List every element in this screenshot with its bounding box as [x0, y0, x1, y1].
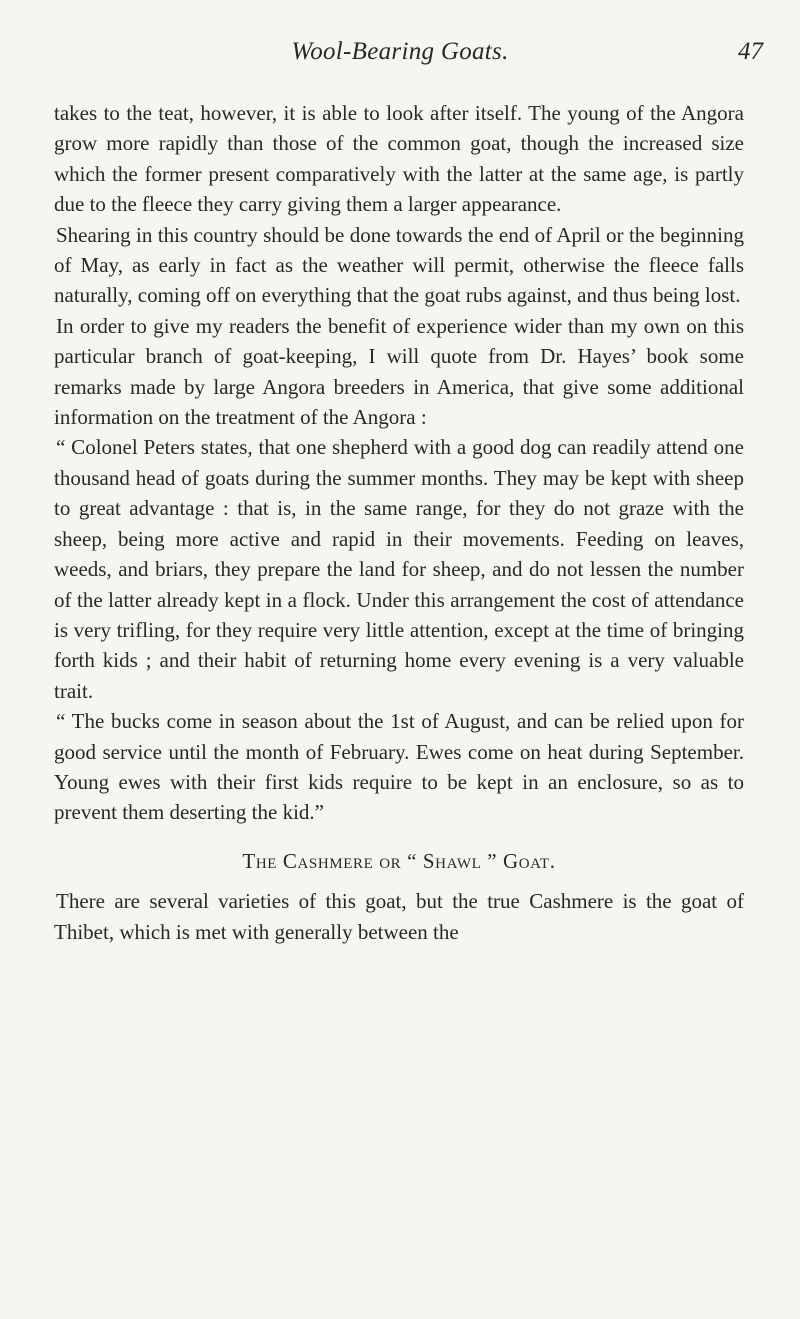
page-number: 47 [738, 38, 763, 65]
closing-paragraph: There are several varieties of this goat, but the true Cashmere is the goat of Thibet, which is met with generally between the [54, 889, 744, 944]
section-heading: The Cashmere or “ Shawl ” Goat. [242, 848, 556, 873]
paragraph-3: In order to give my readers the benefit of experience wider than my own on this particular branch of goat-keeping, I will quote from Dr. Hayes’ book some remarks made by large Angora breeders in America, that give some additional information on the treatment of the Angora : [54, 313, 744, 430]
running-title: Wool-Bearing Goats. [291, 38, 509, 65]
paragraph-2: Shearing in this country should be done towards the end of April or the beginning of May, as early in fact as the weather will permit, otherwise the fleece falls naturally, coming off on everything that the goat rubs against, and thus being lost. [54, 222, 744, 308]
running-head [0, 38, 800, 74]
paragraph-1: takes to the teat, however, it is able to look after itself. The young of the Angora grow more rapidly than those of the common goat, though the increased size which the former present comparatively with the latter at the same age, is partly due to the fleece they carry giving them a larger appearance. [54, 101, 744, 217]
body-text [54, 98, 744, 947]
paragraph-4-quote: “ Colonel Peters states, that one shepherd with a good dog can readily attend one thousand head of goats during the summer months. They may be kept with sheep to great advantage : that is, in the same range, for they do not graze with the sheep, being more active and rapid in their movements. Feeding on leaves, weeds, and briars, they prepare the land for sheep, and do not lessen the number of the latter already kept in a flock. Under this arrangement the cost of attendance is very trifling, for they require very little attention, except at the time of bringing forth kids ; and their habit of returning home every evening is a very valuable trait. [54, 435, 744, 703]
paragraph-5-quote: “ The bucks come in season about the 1st of August, and can be relied upon for good service until the month of February. Ewes come on heat during September. Young ewes with their first kids require to be kept in an enclosure, so as to prevent them deserting the kid.” [54, 709, 744, 825]
